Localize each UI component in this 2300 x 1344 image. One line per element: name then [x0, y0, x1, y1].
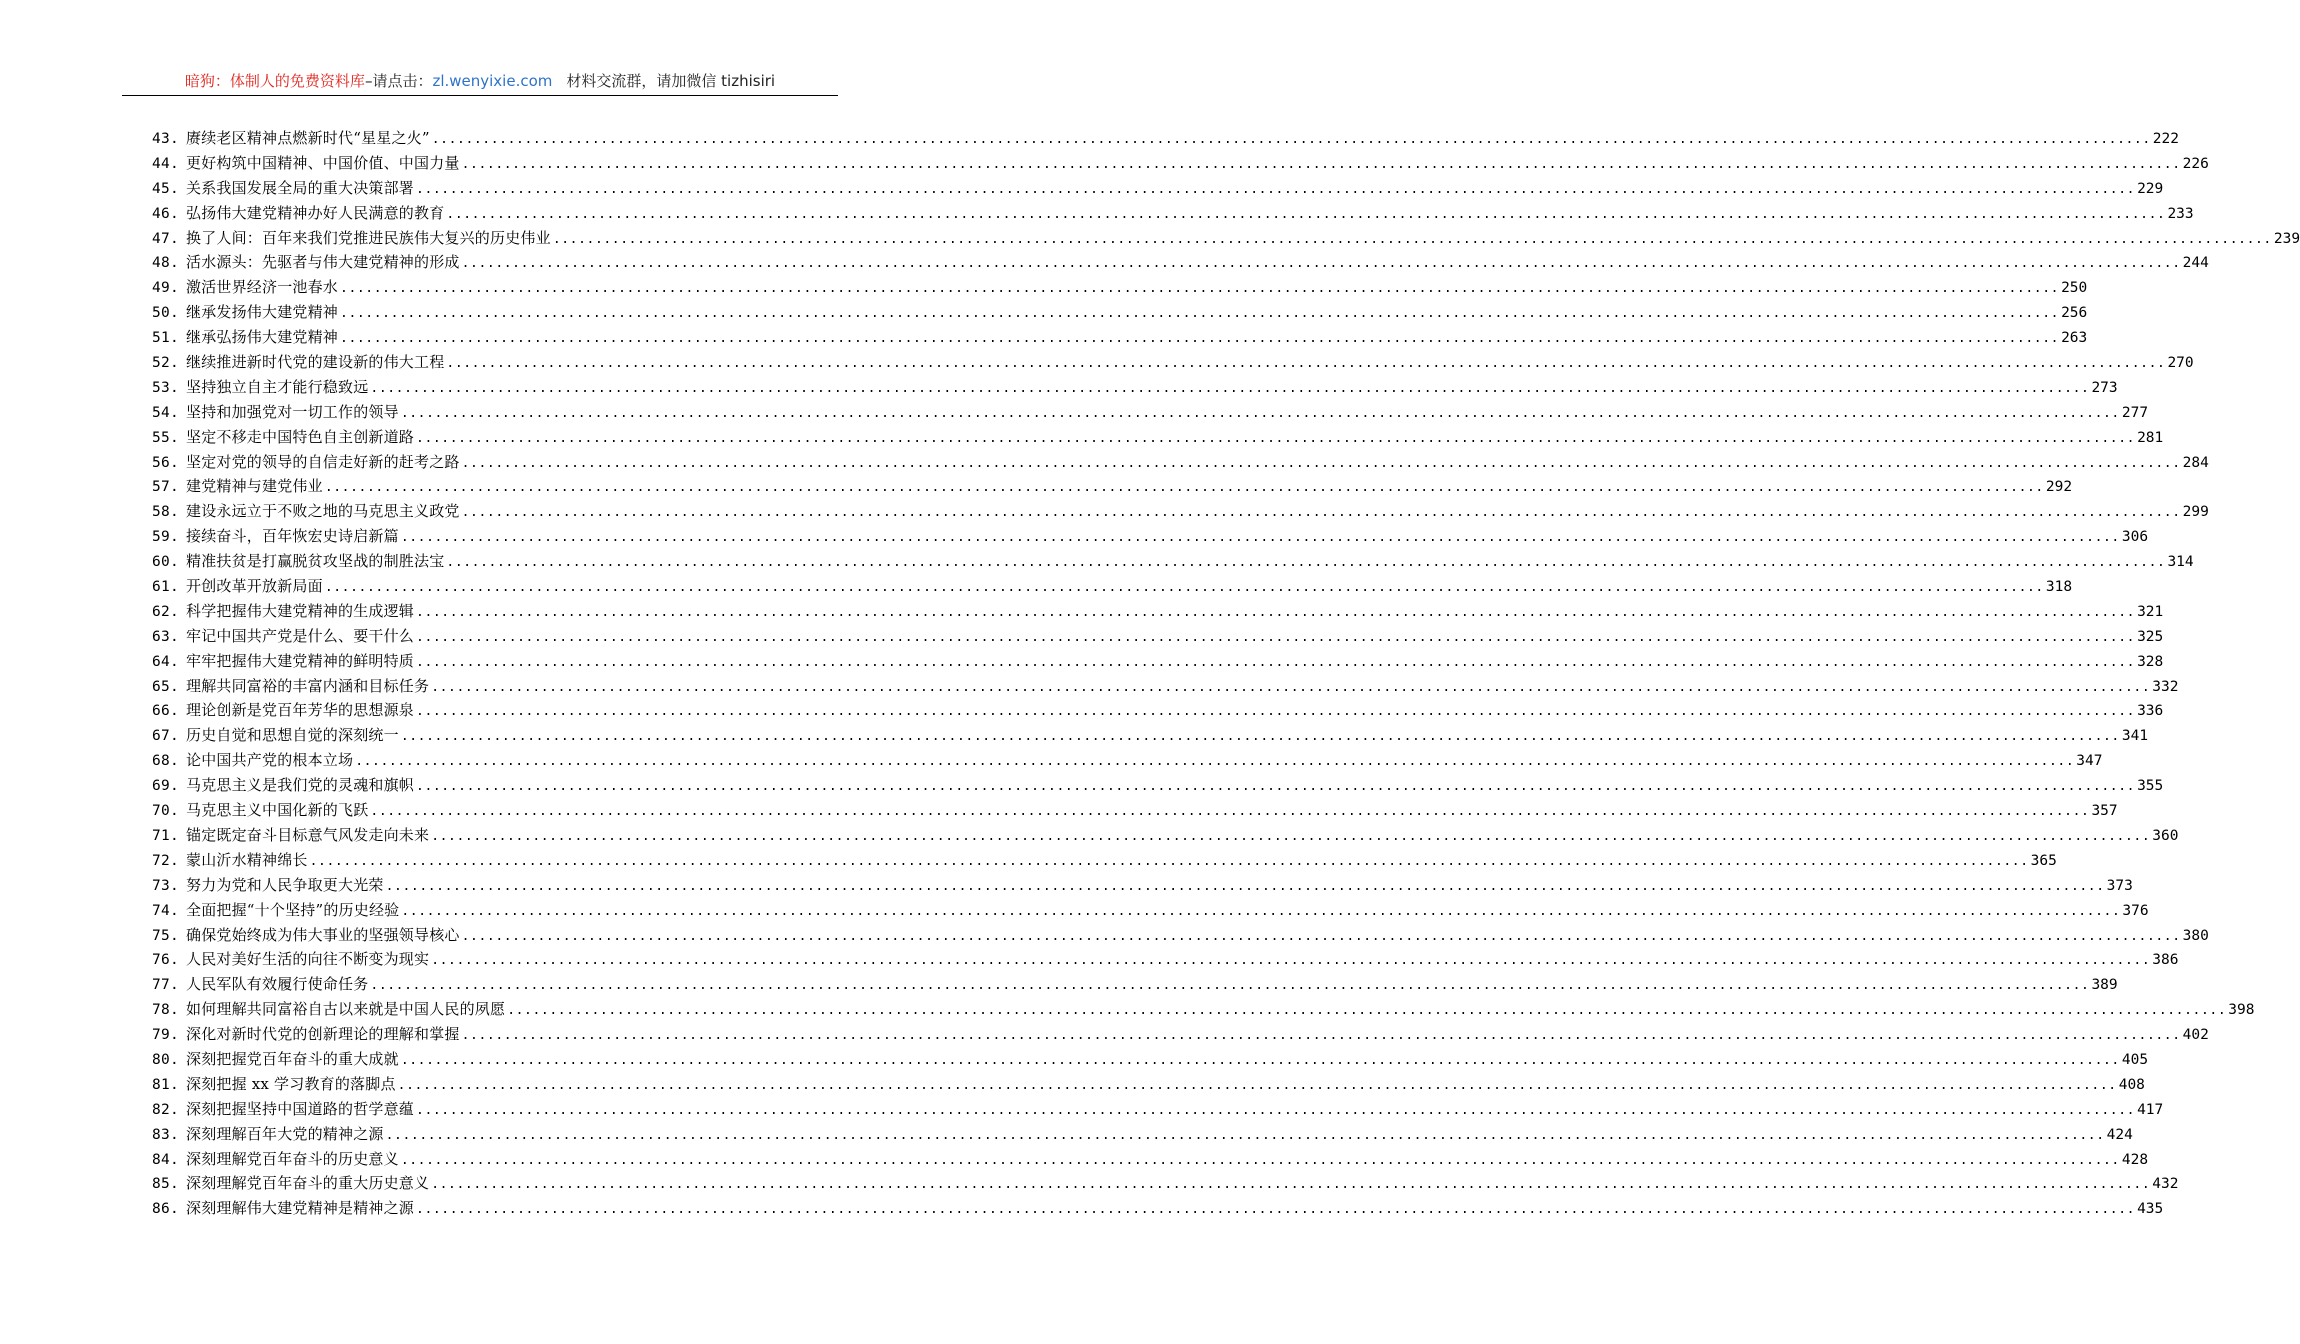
- toc-entry-leader: ............................................................................................................................................................................................................: [370, 380, 2090, 396]
- toc-entry-page: 222: [2152, 131, 2179, 147]
- toc-entry-title: 全面把握“十个坚持”的历史经验: [186, 900, 400, 919]
- toc-entry-page: 336: [2137, 703, 2164, 720]
- toc-entry-page: 405: [2121, 1051, 2149, 1068]
- toc-entry-number: 85.: [152, 1176, 180, 1193]
- toc-entry-title: 马克思主义是我们党的灵魂和旗帜: [186, 776, 415, 795]
- toc-entry-page: 332: [2152, 678, 2179, 695]
- toc-entry-title: 建党精神与建党伟业: [186, 477, 323, 496]
- toc-entry-number: 49.: [152, 280, 180, 297]
- toc-entry-leader: ............................................................................................................................................................................................................: [461, 928, 2181, 944]
- toc-entry-leader: ............................................................................................................................................................................................................: [446, 206, 2166, 222]
- toc-entry[interactable]: [152, 524, 2149, 549]
- toc-entry-number: 72.: [152, 852, 180, 869]
- toc-entry[interactable]: [152, 649, 2164, 674]
- toc-entry[interactable]: [152, 599, 2164, 624]
- header-click-prompt: –请点击：: [364, 72, 433, 90]
- toc-entry-page: 386: [2152, 952, 2179, 969]
- toc-entry-title: 关系我国发展全局的重大决策部署: [186, 178, 415, 197]
- toc-entry-title: 活水源头：先驱者与伟大建党精神的形成: [186, 253, 460, 272]
- toc-entry[interactable]: [152, 923, 2209, 948]
- toc-entry[interactable]: [152, 425, 2164, 450]
- toc-entry-leader: ............................................................................................................................................................................................................: [431, 828, 2151, 844]
- toc-entry-page: 417: [2137, 1101, 2164, 1118]
- toc-entry-number: 70.: [152, 803, 180, 820]
- toc-entry-title: 坚定不移走中国特色自主创新道路: [186, 427, 415, 446]
- toc-entry[interactable]: [152, 375, 2118, 400]
- toc-entry[interactable]: [152, 400, 2149, 425]
- toc-entry-page: 256: [2061, 305, 2088, 322]
- toc-entry-title: 理解共同富裕的丰富内涵和目标任务: [186, 676, 430, 695]
- toc-entry[interactable]: [152, 624, 2164, 649]
- toc-entry-leader: ............................................................................................................................................................................................................: [355, 754, 2075, 770]
- toc-entry-number: 43.: [152, 131, 180, 147]
- toc-entry-title: 坚持独立自主才能行稳致远: [186, 377, 369, 396]
- toc-entry-number: 79.: [152, 1027, 180, 1044]
- toc-entry-page: 299: [2182, 504, 2209, 521]
- toc-entry-number: 59.: [152, 529, 180, 546]
- toc-entry-number: 57.: [152, 479, 180, 496]
- toc-entry-number: 73.: [152, 877, 180, 894]
- toc-entry-page: 263: [2061, 330, 2088, 347]
- toc-entry-title: 开创改革开放新局面: [186, 577, 323, 596]
- toc-entry-title: 继承弘扬伟大建党精神: [186, 328, 339, 347]
- toc-entry[interactable]: [152, 1196, 2164, 1221]
- header-wechat-note: 材料交流群，请加微信 tizhisiri: [566, 72, 776, 90]
- toc-entry-number: 82.: [152, 1101, 180, 1118]
- toc-entry-page: 318: [2045, 579, 2073, 596]
- toc-entry-number: 80.: [152, 1051, 180, 1068]
- toc-entry-number: 61.: [152, 579, 180, 596]
- toc-entry-title: 蒙山沂水精神绵长: [186, 850, 308, 869]
- toc-entry-number: 50.: [152, 305, 180, 322]
- toc-entry-leader: ............................................................................................................................................................................................................: [416, 430, 2136, 446]
- toc-entry-page: 380: [2182, 927, 2209, 944]
- toc-entry[interactable]: [152, 126, 2179, 151]
- toc-entry-number: 77.: [152, 977, 180, 994]
- toc-entry-leader: ............................................................................................................................................................................................................: [446, 356, 2166, 372]
- toc-entry-number: 53.: [152, 379, 180, 396]
- toc-entry-title: 继续推进新时代党的建设新的伟大工程: [186, 353, 445, 372]
- toc-entry-leader: ............................................................................................................................................................................................................: [324, 580, 2044, 596]
- toc-entry-page: 355: [2137, 778, 2164, 795]
- toc-entry-page: 365: [2030, 852, 2057, 869]
- toc-entry-number: 56.: [152, 454, 180, 471]
- toc-entry-title: 科学把握伟大建党精神的生成逻辑: [186, 601, 415, 620]
- toc-entry-number: 64.: [152, 653, 180, 670]
- toc-entry[interactable]: [152, 848, 2057, 873]
- toc-entry-title: 论中国共产党的根本立场: [186, 751, 354, 770]
- toc-entry-number: 52.: [152, 355, 180, 372]
- toc-entry-page: 428: [2121, 1151, 2149, 1168]
- toc-entry-page: 360: [2152, 827, 2179, 844]
- toc-entry-leader: ............................................................................................................................................................................................................: [416, 629, 2136, 645]
- toc-entry[interactable]: [152, 947, 2179, 972]
- toc-entry[interactable]: [152, 226, 2300, 251]
- toc-entry-number: 71.: [152, 827, 180, 844]
- toc-entry-leader: ............................................................................................................................................................................................................: [461, 256, 2181, 272]
- toc-entry-number: 75.: [152, 927, 180, 944]
- toc-entry-title: 牢牢把握伟大建党精神的鲜明特质: [186, 651, 415, 670]
- toc-entry-page: 373: [2106, 877, 2133, 894]
- toc-entry-leader: ............................................................................................................................................................................................................: [461, 156, 2181, 172]
- toc-entry-number: 46.: [152, 205, 180, 222]
- toc-entry-title: 努力为党和人民争取更大光荣: [186, 875, 384, 894]
- toc-entry-title: 建设永远立于不败之地的马克思主义政党: [186, 502, 460, 521]
- toc-entry[interactable]: [152, 1147, 2149, 1172]
- toc-entry-title: 深刻理解伟大建党精神是精神之源: [186, 1199, 415, 1218]
- toc-entry-number: 44.: [152, 155, 180, 172]
- toc-entry-leader: ............................................................................................................................................................................................................: [400, 530, 2120, 546]
- toc-entry-title: 换了人间：百年来我们党推进民族伟大复兴的历史伟业: [186, 228, 551, 247]
- toc-entry-leader: ............................................................................................................................................................................................................: [431, 679, 2151, 695]
- toc-entry[interactable]: [152, 474, 2073, 499]
- toc-entry-leader: ............................................................................................................................................................................................................: [431, 132, 2151, 147]
- toc-entry-number: 55.: [152, 429, 180, 446]
- toc-entry-leader: ............................................................................................................................................................................................................: [340, 306, 2060, 322]
- toc-entry-leader: ............................................................................................................................................................................................................: [400, 405, 2120, 421]
- toc-entry-page: 325: [2137, 628, 2164, 645]
- toc-entry-page: 270: [2167, 355, 2194, 372]
- toc-entry-page: 408: [2118, 1076, 2145, 1093]
- toc-entry-page: 233: [2167, 205, 2194, 222]
- toc-entry-page: 347: [2076, 753, 2103, 770]
- toc-entry-page: 273: [2091, 379, 2118, 396]
- toc-entry[interactable]: [152, 549, 2194, 574]
- toc-entry-leader: ............................................................................................................................................................................................................: [309, 853, 2029, 869]
- toc-entry-leader: ............................................................................................................................................................................................................: [552, 231, 2272, 247]
- toc-entry-title: 坚定对党的领导的自信走好新的赶考之路: [186, 452, 460, 471]
- toc-entry-title: 精准扶贫是打赢脱贫攻坚战的制胜法宝: [186, 552, 445, 571]
- toc-entry[interactable]: [152, 1171, 2179, 1196]
- toc-entry[interactable]: [152, 723, 2149, 748]
- toc-entry-number: 47.: [152, 230, 180, 247]
- toc-entry-number: 45.: [152, 180, 180, 197]
- toc-entry-number: 78.: [152, 1002, 180, 1019]
- toc-entry-page: 226: [2182, 155, 2209, 172]
- toc-entry-page: 314: [2167, 554, 2194, 571]
- toc-entry[interactable]: [152, 972, 2118, 997]
- toc-entry[interactable]: [152, 300, 2088, 325]
- toc-entry-leader: ............................................................................................................................................................................................................: [507, 1003, 2227, 1019]
- toc-entry-title: 确保党始终成为伟大事业的坚强领导核心: [186, 925, 460, 944]
- toc-entry[interactable]: [152, 698, 2164, 723]
- toc-entry[interactable]: [152, 201, 2194, 226]
- toc-entry-leader: ............................................................................................................................................................................................................: [340, 281, 2060, 297]
- toc-entry-leader: ............................................................................................................................................................................................................: [385, 878, 2105, 894]
- toc-entry-leader: ............................................................................................................................................................................................................: [461, 1028, 2181, 1044]
- toc-entry-leader: ............................................................................................................................................................................................................: [340, 331, 2060, 347]
- toc-entry-leader: ............................................................................................................................................................................................................: [446, 555, 2166, 571]
- toc-entry-leader: ............................................................................................................................................................................................................: [400, 729, 2120, 745]
- toc-entry-page: 250: [2061, 280, 2088, 297]
- toc-entry-number: 66.: [152, 703, 180, 720]
- toc-entry-page: 424: [2106, 1126, 2133, 1143]
- toc-entry-title: 牢记中国共产党是什么、要干什么: [186, 626, 415, 645]
- toc-entry-page: 321: [2137, 603, 2164, 620]
- toc-entry-number: 62.: [152, 603, 180, 620]
- toc-entry-page: 284: [2182, 454, 2209, 471]
- header-divider: [122, 95, 838, 96]
- toc-entry-title: 人民对美好生活的向往不断变为现实: [186, 950, 430, 969]
- toc-entry-page: 389: [2091, 977, 2118, 994]
- toc-entry-leader: ............................................................................................................................................................................................................: [416, 704, 2136, 720]
- toc-entry-number: 74.: [152, 902, 180, 919]
- toc-entry[interactable]: [152, 748, 2103, 773]
- toc-entry-title: 历史自觉和思想自觉的深刻统一: [186, 726, 399, 745]
- toc-entry-page: 239: [2273, 230, 2300, 247]
- toc-entry-leader: ............................................................................................................................................................................................................: [431, 1177, 2151, 1193]
- toc-entry-number: 54.: [152, 404, 180, 421]
- toc-entry-title: 深刻把握党百年奋斗的重大成就: [186, 1049, 399, 1068]
- toc-entry-page: 341: [2121, 728, 2149, 745]
- toc-entry[interactable]: [152, 250, 2209, 275]
- toc-entry-page: 244: [2182, 255, 2209, 272]
- toc-entry-number: 67.: [152, 728, 180, 745]
- toc-entry[interactable]: [152, 151, 2209, 176]
- toc-entry-leader: ............................................................................................................................................................................................................: [401, 903, 2121, 919]
- toc-entry[interactable]: [152, 350, 2194, 375]
- toc-entry-leader: ............................................................................................................................................................................................................: [416, 654, 2136, 670]
- toc-entry-number: 83.: [152, 1126, 180, 1143]
- toc-entry[interactable]: [152, 275, 2088, 300]
- toc-entry-leader: ............................................................................................................................................................................................................: [370, 804, 2090, 820]
- toc-entry[interactable]: [152, 798, 2118, 823]
- toc-entry-leader: ............................................................................................................................................................................................................: [324, 480, 2044, 496]
- page-header: [122, 70, 838, 94]
- toc-entry[interactable]: [152, 773, 2164, 798]
- toc-entry-title: 如何理解共同富裕自古以来就是中国人民的夙愿: [186, 1000, 506, 1019]
- toc-entry-leader: ............................................................................................................................................................................................................: [400, 1152, 2120, 1168]
- toc-entry-page: 229: [2137, 180, 2164, 197]
- table-of-contents: [152, 126, 2300, 1221]
- toc-entry-number: 86.: [152, 1201, 180, 1218]
- toc-entry-page: 281: [2137, 429, 2164, 446]
- toc-entry-number: 65.: [152, 678, 180, 695]
- toc-entry-number: 60.: [152, 554, 180, 571]
- toc-entry-title: 弘扬伟大建党精神办好人民满意的教育: [186, 203, 445, 222]
- toc-entry-number: 76.: [152, 952, 180, 969]
- toc-entry[interactable]: [152, 325, 2088, 350]
- toc-entry-title: 深刻理解党百年奋斗的重大历史意义: [186, 1174, 430, 1193]
- toc-entry-page: 398: [2228, 1002, 2255, 1019]
- toc-entry-number: 69.: [152, 778, 180, 795]
- toc-entry-title: 继承发扬伟大建党精神: [186, 303, 339, 322]
- toc-entry-number: 48.: [152, 255, 180, 272]
- toc-entry-leader: ............................................................................................................................................................................................................: [461, 455, 2181, 471]
- header-site-name: 暗狗：体制人的免费资料库: [184, 72, 365, 90]
- toc-entry[interactable]: [152, 1097, 2164, 1122]
- toc-entry-page: 328: [2137, 653, 2164, 670]
- toc-entry[interactable]: [152, 450, 2209, 475]
- toc-entry-title: 接续奋斗，百年恢宏史诗启新篇: [186, 527, 399, 546]
- toc-entry[interactable]: [152, 574, 2073, 599]
- toc-entry-leader: ............................................................................................................................................................................................................: [370, 978, 2090, 994]
- toc-entry[interactable]: [152, 1072, 2145, 1097]
- toc-entry-leader: ............................................................................................................................................................................................................: [461, 505, 2181, 521]
- toc-entry[interactable]: [152, 1122, 2133, 1147]
- toc-entry-page: 432: [2152, 1176, 2179, 1193]
- toc-entry-title: 深刻理解百年大党的精神之源: [186, 1124, 384, 1143]
- toc-entry[interactable]: [152, 1022, 2209, 1047]
- toc-entry-title: 更好构筑中国精神、中国价值、中国力量: [186, 153, 460, 172]
- toc-entry-title: 深刻理解党百年奋斗的历史意义: [186, 1149, 399, 1168]
- toc-entry-page: 292: [2045, 479, 2073, 496]
- toc-entry-leader: ............................................................................................................................................................................................................: [416, 1102, 2136, 1118]
- toc-entry-leader: ............................................................................................................................................................................................................: [416, 604, 2136, 620]
- toc-entry-page: 402: [2182, 1027, 2209, 1044]
- toc-entry-page: 435: [2137, 1201, 2164, 1218]
- toc-entry-number: 58.: [152, 504, 180, 521]
- toc-entry-number: 51.: [152, 330, 180, 347]
- toc-entry-page: 277: [2121, 404, 2149, 421]
- toc-entry-title: 赓续老区精神点燃新时代“星星之火”: [186, 129, 430, 147]
- toc-entry[interactable]: [152, 499, 2209, 524]
- toc-entry-page: 376: [2122, 902, 2149, 919]
- toc-entry-title: 激活世界经济一池春水: [186, 278, 339, 297]
- toc-entry[interactable]: [152, 1047, 2149, 1072]
- toc-entry-leader: ............................................................................................................................................................................................................: [416, 1202, 2136, 1218]
- toc-entry[interactable]: [152, 997, 2255, 1022]
- toc-entry-title: 人民军队有效履行使命任务: [186, 975, 369, 994]
- toc-entry-leader: ............................................................................................................................................................................................................: [431, 953, 2151, 969]
- toc-entry-title: 锚定既定奋斗目标意气风发走向未来: [186, 825, 430, 844]
- toc-entry-title: 理论创新是党百年芳华的思想源泉: [186, 701, 415, 720]
- toc-entry-title: 深刻把握 xx 学习教育的落脚点: [186, 1074, 396, 1093]
- toc-entry[interactable]: [152, 823, 2179, 848]
- toc-entry-number: 68.: [152, 753, 180, 770]
- toc-entry-leader: ............................................................................................................................................................................................................: [416, 181, 2136, 197]
- toc-entry[interactable]: [152, 873, 2133, 898]
- header-url-link[interactable]: zl.wenyixie.com: [432, 72, 553, 90]
- toc-entry-number: 63.: [152, 628, 180, 645]
- toc-entry-title: 坚持和加强党对一切工作的领导: [186, 402, 399, 421]
- toc-entry-leader: ............................................................................................................................................................................................................: [397, 1077, 2117, 1093]
- toc-entry-title: 深刻把握坚持中国道路的哲学意蕴: [186, 1099, 415, 1118]
- toc-entry[interactable]: [152, 176, 2164, 201]
- toc-entry-title: 深化对新时代党的创新理论的理解和掌握: [186, 1025, 460, 1044]
- toc-entry[interactable]: [152, 898, 2149, 923]
- toc-entry-title: 马克思主义中国化新的飞跃: [186, 801, 369, 820]
- toc-entry-page: 357: [2091, 803, 2118, 820]
- toc-entry-leader: ............................................................................................................................................................................................................: [385, 1127, 2105, 1143]
- toc-entry-leader: ............................................................................................................................................................................................................: [400, 1052, 2120, 1068]
- toc-entry-number: 84.: [152, 1151, 180, 1168]
- toc-entry-page: 306: [2121, 529, 2149, 546]
- toc-entry-number: 81.: [152, 1076, 180, 1093]
- toc-entry[interactable]: [152, 674, 2179, 699]
- toc-entry-leader: ............................................................................................................................................................................................................: [416, 779, 2136, 795]
